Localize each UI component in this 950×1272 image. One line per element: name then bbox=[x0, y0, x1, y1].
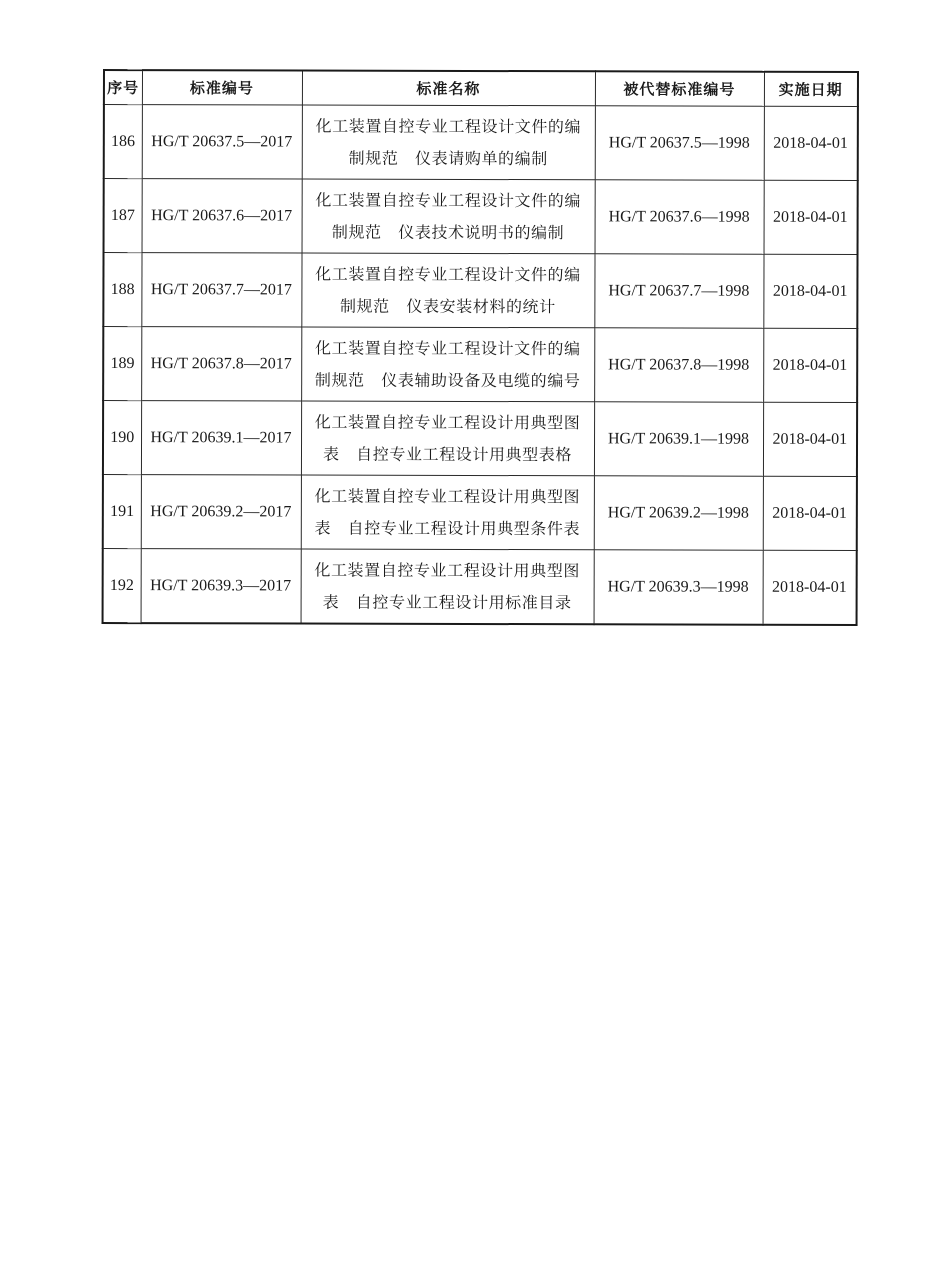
standard-code: HG/T 20639.1—2017 bbox=[141, 401, 301, 475]
standard-name bbox=[301, 475, 594, 550]
standard-name-line-1: 化工装置自控专业工程设计文件的编 bbox=[315, 116, 582, 136]
standard-name-line-2: 制规范 仪表技术说明书的编制 bbox=[331, 222, 565, 242]
standard-code: HG/T 20639.3—2017 bbox=[141, 549, 301, 624]
standard-name bbox=[302, 105, 595, 180]
standard-name bbox=[301, 549, 594, 624]
standard-code: HG/T 20637.8—2017 bbox=[141, 327, 301, 401]
standard-name-line-2: 制规范 仪表安装材料的统计 bbox=[339, 296, 556, 316]
table-row bbox=[103, 253, 857, 329]
standard-code: HG/T 20637.5—2017 bbox=[142, 105, 302, 179]
header-effective-date: 实施日期 bbox=[764, 72, 858, 107]
replaced-standard-code: HG/T 20637.8—1998 bbox=[594, 328, 763, 402]
table-row bbox=[103, 401, 857, 477]
header-standard-code: 标准编号 bbox=[142, 70, 302, 105]
replaced-standard-code: HG/T 20639.1—1998 bbox=[594, 402, 763, 476]
table-row bbox=[103, 327, 857, 403]
standard-code: HG/T 20639.2—2017 bbox=[141, 475, 301, 549]
replaced-standard-code: HG/T 20637.7—1998 bbox=[594, 254, 763, 328]
standard-code: HG/T 20637.7—2017 bbox=[141, 253, 301, 327]
standard-name bbox=[301, 253, 594, 328]
serial-number: 188 bbox=[103, 253, 141, 327]
header-replaced-standard: 被代替标准编号 bbox=[595, 71, 764, 106]
table-body bbox=[103, 105, 858, 625]
header-row bbox=[104, 70, 858, 106]
serial-number: 191 bbox=[103, 475, 141, 549]
effective-date: 2018-04-01 bbox=[763, 254, 857, 328]
standard-name-line-1: 化工装置自控专业工程设计文件的编 bbox=[315, 190, 581, 210]
serial-number: 187 bbox=[104, 179, 142, 253]
serial-number: 186 bbox=[104, 105, 142, 179]
standard-name-line-1: 化工装置自控专业工程设计文件的编 bbox=[314, 338, 581, 358]
standard-name-line-1: 化工装置自控专业工程设计文件的编 bbox=[315, 264, 581, 284]
standard-name-line-1: 化工装置自控专业工程设计用典型图 bbox=[314, 412, 581, 432]
effective-date: 2018-04-01 bbox=[763, 476, 857, 550]
effective-date: 2018-04-01 bbox=[763, 402, 857, 476]
effective-date: 2018-04-01 bbox=[763, 328, 857, 402]
standard-name bbox=[301, 327, 594, 402]
effective-date: 2018-04-01 bbox=[764, 106, 858, 180]
standard-name-line-2: 制规范 仪表辅助设备及电缆的编号 bbox=[314, 370, 581, 390]
standard-code: HG/T 20637.6—2017 bbox=[142, 179, 302, 253]
standard-name bbox=[302, 179, 595, 254]
replaced-standard-code: HG/T 20639.2—1998 bbox=[594, 476, 763, 550]
serial-number: 190 bbox=[103, 401, 141, 475]
replaced-standard-code: HG/T 20637.6—1998 bbox=[595, 180, 764, 254]
standards-table bbox=[102, 69, 859, 626]
table-row bbox=[104, 179, 858, 255]
standard-name-line-2: 表 自控专业工程设计用典型表格 bbox=[322, 444, 573, 464]
table-header bbox=[104, 70, 858, 106]
header-serial-number: 序号 bbox=[104, 70, 142, 105]
table-row bbox=[104, 105, 858, 181]
standard-name-line-1: 化工装置自控专业工程设计用典型图 bbox=[314, 560, 581, 580]
table-row bbox=[103, 475, 857, 551]
header-standard-name: 标准名称 bbox=[302, 71, 595, 106]
serial-number: 192 bbox=[103, 549, 141, 624]
effective-date: 2018-04-01 bbox=[763, 550, 857, 625]
standard-name-line-2: 表 自控专业工程设计用标准目录 bbox=[322, 592, 572, 612]
replaced-standard-code: HG/T 20639.3—1998 bbox=[594, 550, 763, 625]
standard-name-line-2: 制规范 仪表请购单的编制 bbox=[348, 148, 548, 168]
standard-name-line-2: 表 自控专业工程设计用典型条件表 bbox=[314, 518, 581, 538]
standard-name-line-1: 化工装置自控专业工程设计用典型图 bbox=[314, 486, 581, 506]
replaced-standard-code: HG/T 20637.5—1998 bbox=[595, 106, 764, 180]
serial-number: 189 bbox=[103, 327, 141, 401]
effective-date: 2018-04-01 bbox=[764, 180, 858, 254]
table-row bbox=[103, 549, 857, 625]
standard-name bbox=[301, 401, 594, 476]
